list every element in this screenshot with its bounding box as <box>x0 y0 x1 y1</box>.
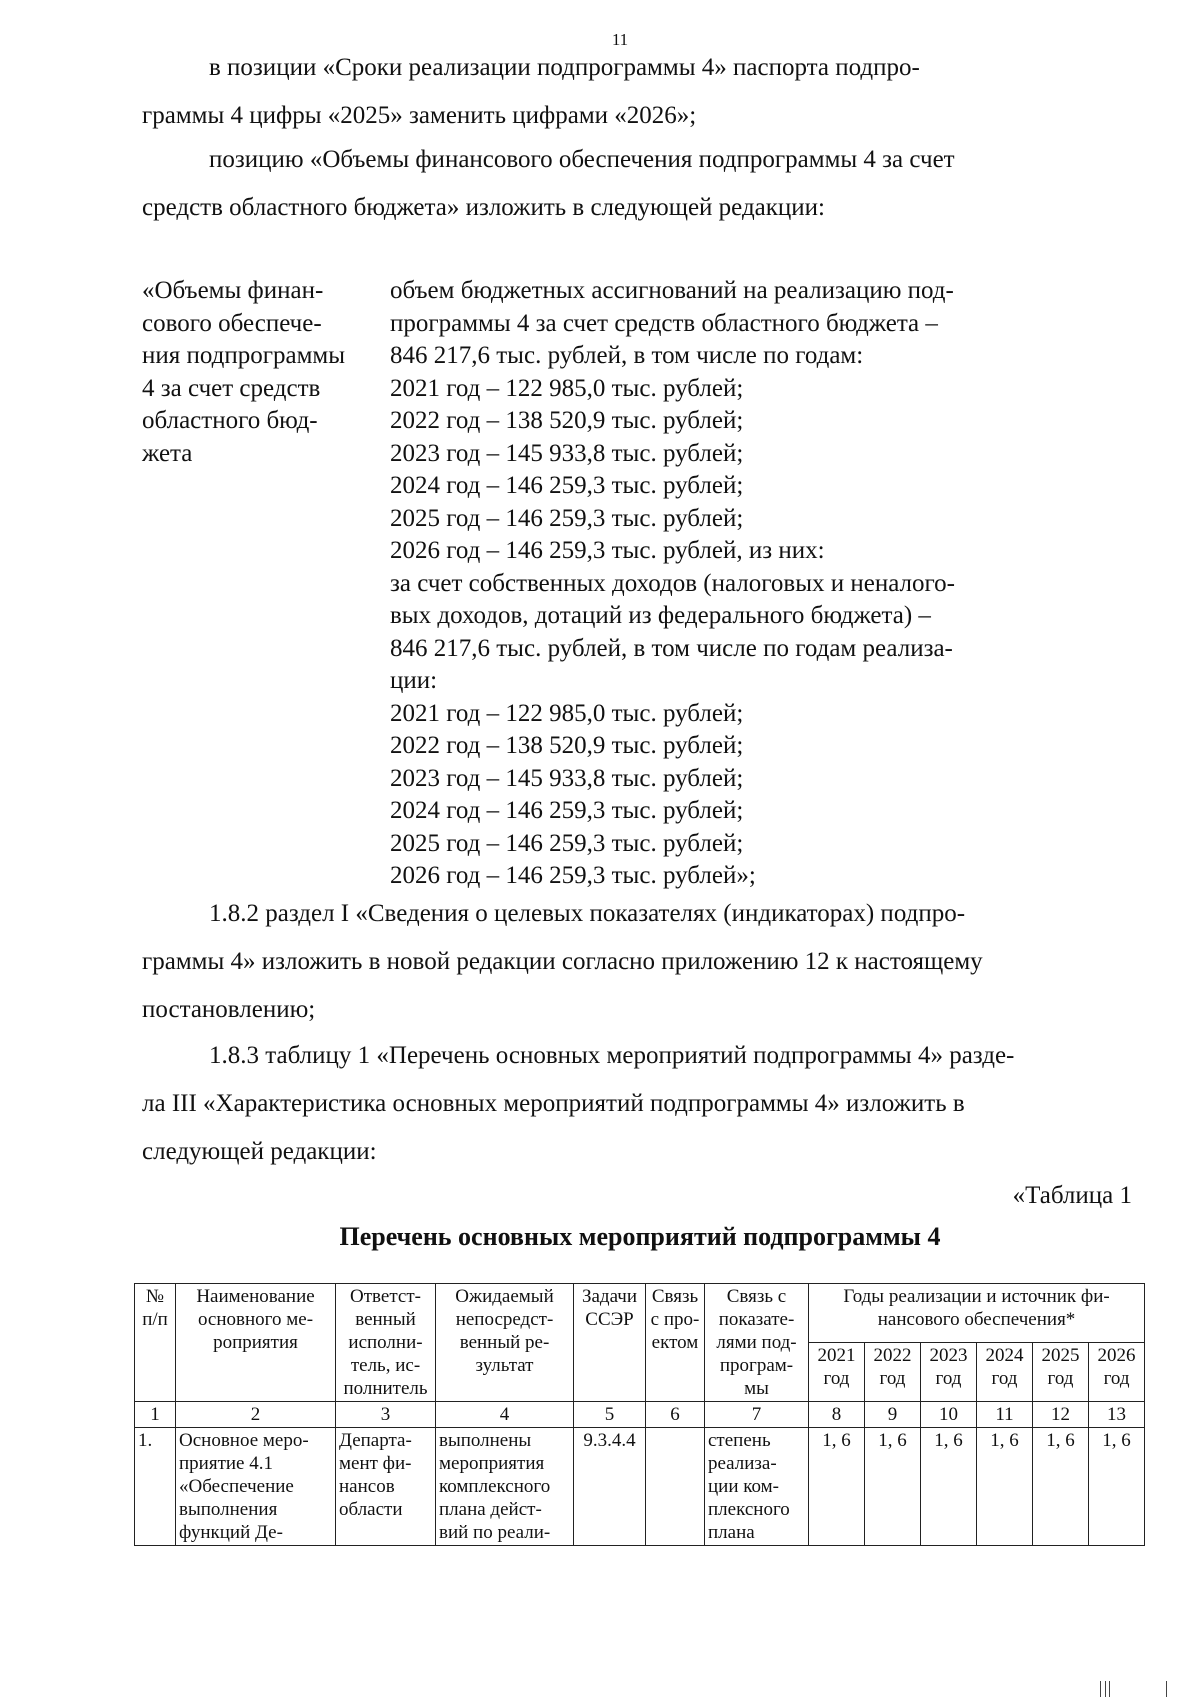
header-year: 2024 год <box>977 1343 1033 1402</box>
passport-value-line: 2021 год – 122 985,0 тыс. рублей; <box>390 699 744 727</box>
passport-value-line: 2024 год – 146 259,3 тыс. рублей; <box>390 797 744 824</box>
paragraph-line: граммы 4 цифры «2025» заменить цифрами «2026»; <box>142 102 697 129</box>
column-number: 13 <box>1089 1402 1145 1428</box>
scan-marks <box>1100 1677 1180 1697</box>
column-number: 12 <box>1033 1402 1089 1428</box>
passport-value <box>390 275 1070 893</box>
passport-value-line: 2025 год – 146 259,3 тыс. рублей; <box>390 504 744 532</box>
column-number: 10 <box>921 1402 977 1428</box>
passport-label-line: 4 за счет средств <box>142 374 321 402</box>
passport-label-line: ния подпрограммы <box>142 342 346 369</box>
header-years-group: Годы реализации и источник фи-нансового обеспечения* <box>809 1284 1145 1343</box>
column-number: 6 <box>646 1402 705 1428</box>
paragraph-1-8-2 <box>142 890 1132 1034</box>
column-number: 7 <box>705 1402 809 1428</box>
cell-result: выполнены мероприятия комплексного плана дейст-вий по реали- <box>436 1428 574 1546</box>
header-indicators: Связь с показате-лями под-програм-мы <box>705 1284 809 1402</box>
paragraph-line: 1.8.3 таблицу 1 «Перечень основных мероприятий подпрограммы 4» разде- <box>209 1042 1015 1069</box>
table-caption: «Таблица 1 <box>1012 1182 1132 1209</box>
cell-year-source: 1, 6 <box>865 1428 921 1546</box>
passport-label-line: жета <box>142 439 193 467</box>
passport-value-line: ции: <box>390 667 438 694</box>
header-tasks: Задачи ССЭР <box>574 1284 646 1402</box>
passport-value-line: 2021 год – 122 985,0 тыс. рублей; <box>390 374 744 402</box>
paragraph-line: постановлению; <box>142 996 316 1023</box>
column-number: 1 <box>135 1402 176 1428</box>
passport-value-line: 2024 год – 146 259,3 тыс. рублей; <box>390 472 744 499</box>
passport-label <box>142 275 372 470</box>
cell-executor: Департа-мент фи-нансов области <box>336 1428 436 1546</box>
header-year: 2026 год <box>1089 1343 1145 1402</box>
cell-year-source: 1, 6 <box>977 1428 1033 1546</box>
passport-value-line: программы 4 за счет средств областного бюджета – <box>390 309 938 337</box>
passport-label-line: областного бюд- <box>142 407 318 434</box>
column-number: 2 <box>176 1402 336 1428</box>
header-project: Связь с про-ектом <box>646 1284 705 1402</box>
paragraph-line: средств областного бюджета» изложить в следующей редакции: <box>142 194 825 221</box>
header-year: 2023 год <box>921 1343 977 1402</box>
cell-year-source: 1, 6 <box>921 1428 977 1546</box>
header-num: № п/п <box>135 1284 176 1402</box>
passport-value-line: 2022 год – 138 520,9 тыс. рублей; <box>390 732 744 759</box>
paragraph-line: граммы 4» изложить в новой редакции согласно приложению 12 к настоящему <box>142 948 983 975</box>
header-year: 2022 год <box>865 1343 921 1402</box>
paragraph-line: ла III «Характеристика основных мероприятий подпрограммы 4» изложить в <box>142 1090 965 1117</box>
cell-indicators: степень реализа-ции ком-плексного плана <box>705 1428 809 1546</box>
cell-tasks: 9.3.4.4 <box>574 1428 646 1546</box>
paragraph-line: позицию «Объемы финансового обеспечения подпрограммы 4 за счет <box>209 146 955 173</box>
passport-value-line: 2023 год – 145 933,8 тыс. рублей; <box>390 439 744 467</box>
column-number: 11 <box>977 1402 1033 1428</box>
table-header-row <box>135 1284 1145 1343</box>
paragraph-line: 1.8.2 раздел I «Сведения о целевых показателях (индикаторах) подпро- <box>209 900 966 927</box>
passport-value-line: 2026 год – 146 259,3 тыс. рублей, из них: <box>390 537 825 564</box>
cell-year-source: 1, 6 <box>1089 1428 1145 1546</box>
header-result: Ожидаемый непосредст-венный ре-зультат <box>436 1284 574 1402</box>
paragraph-line: в позиции «Сроки реализации подпрограммы 4» паспорта подпро- <box>209 54 920 81</box>
paragraph-timeline-change <box>142 44 1132 140</box>
cell-name: Основное меро-приятие 4.1 «Обеспечение выполнения функций Де- <box>176 1428 336 1546</box>
column-number: 9 <box>865 1402 921 1428</box>
page-number: 11 <box>611 30 629 49</box>
passport-value-line: 2026 год – 146 259,3 тыс. рублей»; <box>390 862 756 889</box>
paragraph-funding-position <box>142 136 1132 232</box>
passport-value-line: объем бюджетных ассигнований на реализацию под- <box>390 277 954 304</box>
passport-label-line: сового обеспече- <box>142 309 322 337</box>
table-column-numbers-row <box>135 1402 1145 1428</box>
measures-table <box>134 1283 1145 1546</box>
passport-value-line: 2022 год – 138 520,9 тыс. рублей; <box>390 407 744 434</box>
column-number: 8 <box>809 1402 865 1428</box>
passport-value-line: 2025 год – 146 259,3 тыс. рублей; <box>390 829 744 857</box>
passport-value-line: вых доходов, дотаций из федерального бюджета) – <box>390 602 931 629</box>
passport-value-line: за счет собственных доходов (налоговых и неналого- <box>390 569 955 597</box>
cell-num: 1. <box>135 1428 176 1546</box>
header-year: 2021 год <box>809 1343 865 1402</box>
passport-label-line: «Объемы финан- <box>142 277 324 304</box>
passport-value-line: 2023 год – 145 933,8 тыс. рублей; <box>390 764 744 792</box>
header-executor: Ответст-венный исполни-тель, ис-полнитель <box>336 1284 436 1402</box>
paragraph-1-8-3 <box>142 1032 1132 1176</box>
cell-year-source: 1, 6 <box>809 1428 865 1546</box>
header-name: Наименование основного ме-роприятия <box>176 1284 336 1402</box>
paragraph-line: следующей редакции: <box>142 1138 377 1165</box>
column-number: 4 <box>436 1402 574 1428</box>
cell-year-source: 1, 6 <box>1033 1428 1089 1546</box>
column-number: 3 <box>336 1402 436 1428</box>
table-title: Перечень основных мероприятий подпрограммы 4 <box>339 1222 941 1251</box>
passport-value-line: 846 217,6 тыс. рублей, в том числе по годам: <box>390 342 864 369</box>
column-number: 5 <box>574 1402 646 1428</box>
table-row <box>135 1428 1145 1546</box>
passport-value-line: 846 217,6 тыс. рублей, в том числе по годам реализа- <box>390 634 953 662</box>
header-year: 2025 год <box>1033 1343 1089 1402</box>
cell-project <box>646 1428 705 1546</box>
